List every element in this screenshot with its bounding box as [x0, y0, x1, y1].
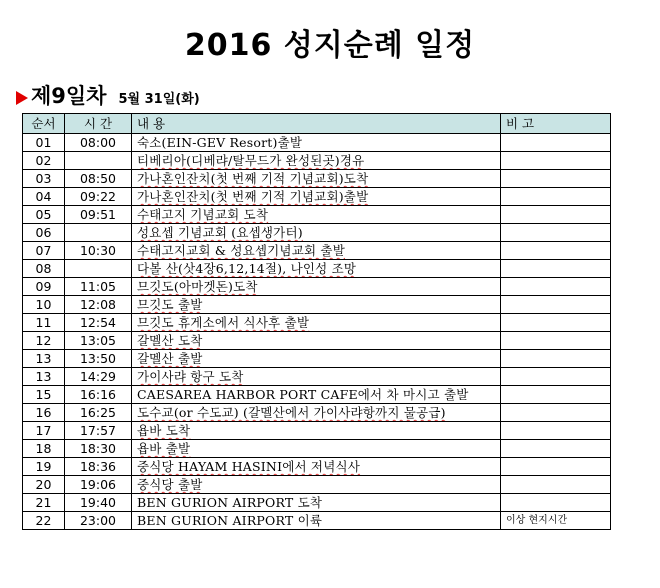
- cell-time: [65, 224, 132, 242]
- cell-no: [23, 458, 65, 476]
- cell-time-text: 08:00: [79, 135, 117, 150]
- cell-content-text: 수태고지교회 & 성요셉기념교회 출발: [137, 243, 345, 258]
- cell-content-text: 티베리아(디베랴/탈무드가 완성된곳)경유: [137, 153, 365, 168]
- table-row: [23, 512, 611, 530]
- cell-time-text: 23:00: [79, 513, 117, 528]
- cell-no: [23, 188, 65, 206]
- cell-no-text: 12: [35, 333, 52, 348]
- cell-time: [65, 152, 132, 170]
- cell-note: [501, 458, 611, 476]
- cell-content-text: 욥바 출발: [137, 441, 191, 456]
- cell-content: [132, 314, 501, 332]
- cell-content: [132, 278, 501, 296]
- cell-no-text: 09: [35, 279, 52, 294]
- cell-time-text: 19:40: [79, 495, 117, 510]
- cell-content: [132, 458, 501, 476]
- table-header-row: [23, 114, 611, 134]
- table-row: [23, 188, 611, 206]
- cell-no: [23, 368, 65, 386]
- cell-note: [501, 296, 611, 314]
- cell-content-text: 므깃도 휴게소에서 식사후 출발: [137, 315, 310, 330]
- cell-content-text: 므깃도(아마겟돈)도착: [137, 279, 258, 294]
- cell-time: [65, 188, 132, 206]
- table-row: [23, 296, 611, 314]
- cell-note: [501, 440, 611, 458]
- cell-no-text: 13: [35, 369, 52, 384]
- header-no: 순서: [23, 114, 65, 134]
- cell-content: [132, 476, 501, 494]
- cell-time-text: 16:16: [79, 387, 117, 402]
- cell-time: [65, 296, 132, 314]
- day-label: 제9일차: [31, 84, 107, 108]
- cell-time: [65, 206, 132, 224]
- cell-content: [132, 242, 501, 260]
- cell-time-text: 18:30: [79, 441, 117, 456]
- table-row: [23, 314, 611, 332]
- table-row: [23, 458, 611, 476]
- cell-time: [65, 512, 132, 530]
- cell-content: [132, 386, 501, 404]
- cell-content-text: 욥바 도착: [137, 423, 191, 438]
- cell-no: [23, 404, 65, 422]
- cell-no: [23, 440, 65, 458]
- day-header: [16, 84, 200, 110]
- cell-content: [132, 332, 501, 350]
- cell-no: [23, 476, 65, 494]
- cell-time: [65, 314, 132, 332]
- cell-no-text: 20: [35, 477, 52, 492]
- cell-time: [65, 422, 132, 440]
- cell-note: [501, 476, 611, 494]
- table-row: [23, 350, 611, 368]
- cell-time: [65, 494, 132, 512]
- cell-time-text: 13:50: [79, 351, 117, 366]
- header-content: 내 용: [132, 114, 501, 134]
- cell-no: [23, 278, 65, 296]
- cell-no: [23, 170, 65, 188]
- cell-content-text: 성요셉 기념교회 (요셉생가터): [137, 225, 303, 240]
- cell-content: [132, 440, 501, 458]
- cell-no-text: 05: [35, 207, 52, 222]
- cell-content: [132, 404, 501, 422]
- cell-content-text: 갈멜산 도착: [137, 333, 203, 348]
- cell-content-text: BEN GURION AIRPORT 도착: [137, 495, 323, 510]
- cell-note: [501, 278, 611, 296]
- table-row: [23, 422, 611, 440]
- cell-content: [132, 206, 501, 224]
- cell-time-text: 09:22: [79, 189, 117, 204]
- schedule-rows: [23, 134, 611, 530]
- table-row: [23, 170, 611, 188]
- schedule-table: [22, 113, 611, 530]
- cell-time-text: 11:05: [79, 279, 117, 294]
- table-row: [23, 224, 611, 242]
- cell-content-text: 숙소(EIN-GEV Resort)출발: [137, 135, 303, 150]
- cell-time-text: 18:36: [79, 459, 117, 474]
- cell-content: [132, 188, 501, 206]
- cell-note: [501, 404, 611, 422]
- cell-no-text: 06: [35, 225, 52, 240]
- cell-time: [65, 440, 132, 458]
- cell-content: [132, 170, 501, 188]
- cell-content: [132, 350, 501, 368]
- cell-no: [23, 386, 65, 404]
- cell-no-text: 03: [35, 171, 52, 186]
- cell-no: [23, 332, 65, 350]
- table-row: [23, 206, 611, 224]
- table-row: [23, 386, 611, 404]
- cell-no: [23, 314, 65, 332]
- cell-no-text: 02: [35, 153, 52, 168]
- cell-time-text: 10:30: [79, 243, 117, 258]
- cell-note: [501, 224, 611, 242]
- cell-no-text: 08: [35, 261, 52, 276]
- cell-time: [65, 278, 132, 296]
- cell-time: [65, 350, 132, 368]
- cell-content-text: 중식당 HAYAM HASINI에서 저녁식사: [137, 459, 361, 474]
- cell-note: [501, 494, 611, 512]
- cell-note: [501, 368, 611, 386]
- cell-content: [132, 260, 501, 278]
- cell-no-text: 19: [35, 459, 52, 474]
- cell-content: [132, 134, 501, 152]
- table-row: [23, 332, 611, 350]
- cell-time-text: 14:29: [79, 369, 117, 384]
- cell-time-text: 13:05: [79, 333, 117, 348]
- cell-no: [23, 152, 65, 170]
- cell-content: [132, 152, 501, 170]
- cell-content-text: 중식당 출발: [137, 477, 203, 492]
- cell-content: [132, 296, 501, 314]
- cell-no: [23, 206, 65, 224]
- table-row: [23, 440, 611, 458]
- cell-content-text: CAESAREA HARBOR PORT CAFE에서 차 마시고 출발: [137, 387, 469, 402]
- cell-content-text: 도수교(or 수도교) (갈멜산에서 가이사랴항까지 물공급): [137, 405, 446, 420]
- table-row: [23, 242, 611, 260]
- cell-no: [23, 512, 65, 530]
- cell-content-text: 다볼 산(삿4장6,12,14절), 나인성 조망: [137, 261, 357, 276]
- cell-time: [65, 170, 132, 188]
- cell-no: [23, 224, 65, 242]
- cell-time: [65, 476, 132, 494]
- cell-note: [501, 260, 611, 278]
- cell-content: [132, 494, 501, 512]
- cell-no-text: 22: [35, 513, 52, 528]
- header-note: 비 고: [501, 114, 611, 134]
- cell-no-text: 15: [35, 387, 52, 402]
- table-row: [23, 368, 611, 386]
- cell-content-text: BEN GURION AIRPORT 이륙: [137, 513, 323, 528]
- header-time: 시 간: [65, 114, 132, 134]
- cell-content-text: 가나혼인잔치(첫 번째 기적 기념교회)출발: [137, 189, 369, 204]
- triangle-bullet-icon: [16, 91, 28, 105]
- cell-note: [501, 152, 611, 170]
- table-row: [23, 134, 611, 152]
- cell-note-text: 이상 현지시간: [506, 515, 568, 526]
- cell-note: [501, 314, 611, 332]
- cell-no-text: 17: [35, 423, 52, 438]
- page-title: 2016 성지순례 일정: [184, 28, 476, 63]
- table-row: [23, 404, 611, 422]
- cell-no: [23, 296, 65, 314]
- cell-no: [23, 494, 65, 512]
- table-row: [23, 260, 611, 278]
- day-date: 5월 31일(화): [118, 92, 200, 107]
- cell-time: [65, 404, 132, 422]
- cell-note: [501, 242, 611, 260]
- cell-note: [501, 134, 611, 152]
- cell-time-text: 08:50: [79, 171, 117, 186]
- cell-content-text: 수태고지 기념교회 도착: [137, 207, 269, 222]
- cell-time: [65, 260, 132, 278]
- cell-note: [501, 332, 611, 350]
- cell-time: [65, 134, 132, 152]
- cell-note: [501, 386, 611, 404]
- cell-note: [501, 206, 611, 224]
- table-row: [23, 152, 611, 170]
- cell-note: [501, 188, 611, 206]
- cell-no-text: 18: [35, 441, 52, 456]
- cell-note: [501, 350, 611, 368]
- cell-content-text: 므깃도 출발: [137, 297, 203, 312]
- cell-content-text: 가이사랴 항구 도착: [137, 369, 244, 384]
- cell-time-text: 19:06: [79, 477, 117, 492]
- cell-no: [23, 134, 65, 152]
- cell-time: [65, 368, 132, 386]
- cell-time-text: 12:08: [79, 297, 117, 312]
- cell-no-text: 10: [35, 297, 52, 312]
- cell-time: [65, 242, 132, 260]
- table-row: [23, 476, 611, 494]
- cell-no-text: 11: [35, 315, 52, 330]
- cell-no: [23, 242, 65, 260]
- cell-no-text: 01: [35, 135, 52, 150]
- cell-time-text: 16:25: [79, 405, 117, 420]
- cell-content-text: 가나혼인잔치(첫 번째 기적 기념교회)도착: [137, 171, 369, 186]
- cell-note: [501, 170, 611, 188]
- cell-no: [23, 350, 65, 368]
- table-row: [23, 278, 611, 296]
- cell-time: [65, 332, 132, 350]
- cell-note: [501, 422, 611, 440]
- cell-time: [65, 458, 132, 476]
- cell-no-text: 21: [35, 495, 52, 510]
- cell-content: [132, 422, 501, 440]
- cell-no: [23, 260, 65, 278]
- cell-no-text: 04: [35, 189, 52, 204]
- cell-time: [65, 386, 132, 404]
- cell-time-text: 17:57: [79, 423, 117, 438]
- cell-time-text: 09:51: [79, 207, 117, 222]
- cell-no-text: 13: [35, 351, 52, 366]
- cell-time-text: 12:54: [79, 315, 117, 330]
- cell-note: [501, 512, 611, 530]
- cell-content: [132, 224, 501, 242]
- cell-no: [23, 422, 65, 440]
- cell-no-text: 07: [35, 243, 52, 258]
- cell-content: [132, 368, 501, 386]
- cell-no-text: 16: [35, 405, 52, 420]
- cell-content: [132, 512, 501, 530]
- cell-content-text: 갈멜산 출발: [137, 351, 203, 366]
- table-row: [23, 494, 611, 512]
